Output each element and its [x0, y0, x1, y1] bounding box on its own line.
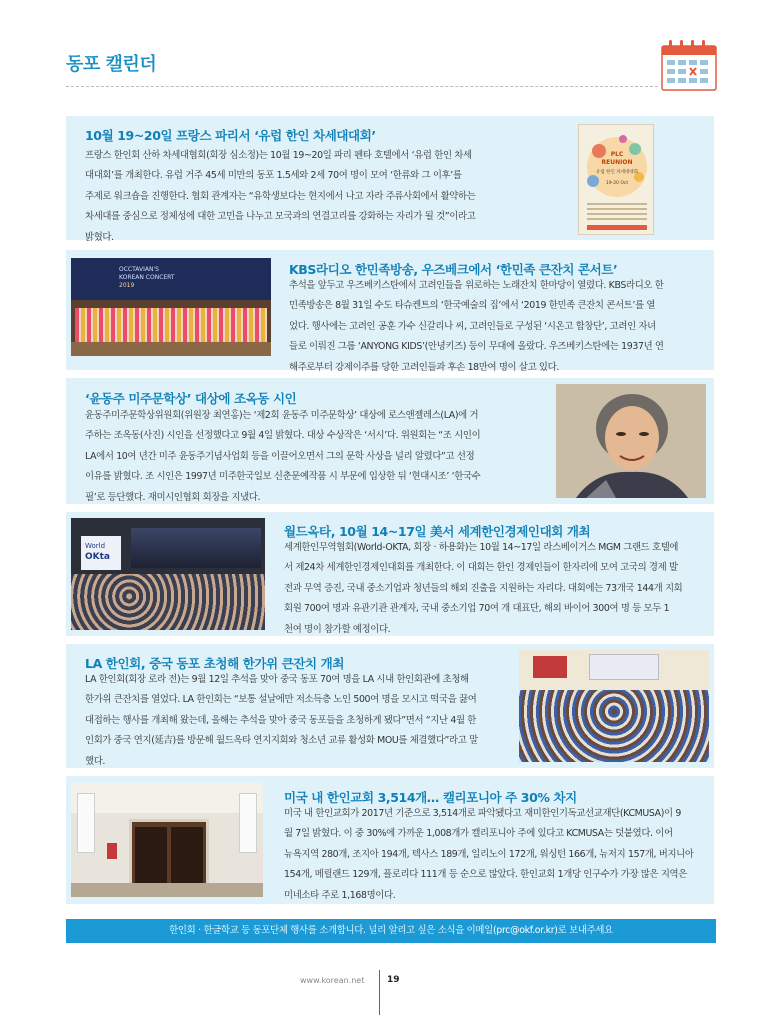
body-line: 필’로 등단했다. 재미시인협회 회장을 지냈다.: [85, 491, 261, 503]
article-body: [85, 406, 505, 508]
body-line: 민족방송은 8월 31일 수도 타슈켄트의 ‘한국예술의 집’에서 ‘2019 한민족 큰잔치 콘서트’를 열: [289, 300, 656, 312]
poster-line: PLC: [610, 151, 624, 158]
body-line: 주하는 조옥동(사진) 시인을 선정했다고 9월 4일 밝혔다. 대상 수상작은 ‘서시’다. 위원회는 “조 시인이: [85, 430, 481, 442]
article-title: LA 한인회, 중국 동포 초청해 한가위 큰잔치 개최: [85, 656, 345, 671]
body-line: 전과 무역 증진, 국내 중소기업과 청년들의 해외 진출을 지원하는 자리다. 대회에는 73개국 144개 지회: [284, 582, 683, 594]
screen-text: OKta: [85, 552, 111, 562]
site-url: www.korean.net: [300, 976, 365, 985]
church-entrance-photo: [71, 783, 263, 897]
body-line: 한가위 큰잔치를 열었다. LA 한인회는 “보통 설날에만 저소득층 노인 500여 명을 모시고 떡국을 끓여: [85, 694, 477, 706]
conference-hall-photo: [71, 518, 265, 630]
submission-notice-bar: 한인회 · 한글학교 등 동포단체 행사를 소개합니다. 널리 알리고 싶은 소식을 이메일(prc@okf.or.kr)로 보내주세요: [66, 919, 716, 943]
body-line: 천여 명이 참가할 예정이다.: [284, 623, 391, 635]
body-line: 서 제24차 세계한인경제인대회를 개최한다. 이 대회는 한인 경제인들이 한자리에 모여 고국의 경제 발: [284, 562, 678, 574]
body-line: 세계한인무역협회(World-OKTA, 회장 · 하용화)는 10월 14~17일 라스베이거스 MGM 그랜드 호텔에: [284, 542, 679, 553]
body-line: 미네소타 주로 1,168명이다.: [284, 889, 396, 901]
body-line: 주제로 워크숍을 진행한다. 협회 관계자는 “유학생보다는 현지에서 나고 자라 주류사회에서 활약하는: [85, 190, 476, 202]
body-line: 뉴욕지역 280개, 조지아 194개, 텍사스 189개, 일리노이 172개, 워싱턴 166개, 뉴저지 157개, 버지니아: [284, 848, 694, 860]
body-line: 했다.: [85, 755, 106, 767]
event-poster-image: [578, 124, 654, 235]
article-title: 10월 19~20일 프랑스 파리서 ‘유럽 한인 차세대대회’: [85, 128, 376, 143]
poster-line: 19-20 Oct: [605, 181, 629, 186]
article-body: [284, 804, 704, 906]
body-line: LA에서 10여 년간 미주 윤동주기념사업회 등을 이끌어오면서 그의 문학 사상을 널리 알렸다”고 선정: [85, 450, 475, 462]
body-line: 윤동주미주문학상위원회(위원장 최연홍)는 ‘제2회 윤동주 미주문학상’ 대상에 로스앤젤레스(LA)에 거: [85, 410, 479, 421]
body-line: 회원 700여 명과 유관기관 관계자, 국내 중소기업 70여 개 대표단, 해외 바이어 300여 명 등 모두 1: [284, 603, 670, 615]
body-line: 이유를 밝혔다. 조 시인은 1997년 미주한국일보 신춘문예작품 시 부문에 입상한 뒤 ‘현대시조’ ‘한국수: [85, 471, 481, 483]
body-line: 인회가 중국 연지(延吉)를 방문해 월드옥타 연지지회와 청소년 교류 활성화 MOU를 체결했다”라고 말: [85, 735, 478, 747]
body-line: 들로 이뤄진 그룹 ‘ANYONG KIDS’(안녕키즈) 등이 무대에 올랐다. 우즈베키스탄에는 1937년 연: [289, 341, 664, 353]
body-line: 미국 내 한인교회가 2017년 기준으로 3,514개로 파악됐다고 재미한인기독교선교재단(KCMUSA)이 9: [284, 808, 681, 819]
stage-banner-line: OCCTAVIAN'S: [119, 266, 159, 273]
concert-stage-photo: [71, 258, 271, 356]
calendar-icon: [660, 36, 718, 92]
page-divider: [379, 970, 380, 1015]
body-line: 밝혔다.: [85, 231, 114, 243]
article-body: [289, 276, 707, 378]
section-title: 동포 캘린더: [66, 54, 157, 75]
body-line: 차세대를 중심으로 정체성에 대한 고민을 나누고 모국과의 연결고리를 강화하는 자리가 될 것”이라고: [85, 211, 476, 223]
body-line: 대대회’를 개최한다. 유럽 거주 45세 미만의 동포 1.5세와 2세 70여 명이 모여 ‘한류와 그 이후’를: [85, 170, 462, 182]
stage-banner-line: KOREAN CONCERT: [119, 274, 175, 281]
article-body: [85, 146, 505, 248]
poster-line: 유럽 한인 차세대대회: [596, 170, 638, 175]
body-line: 월 7일 밝혔다. 이 중 30%에 가까운 1,008개가 캘리포니아 주에 있다고 KCMUSA는 덧붙였다. 이어: [284, 828, 673, 840]
body-line: 추석을 앞두고 우즈베키스탄에서 고려인들을 위로하는 노래잔치 한마당이 열렸다. KBS라디오 한: [289, 280, 664, 291]
article-title: 월드옥타, 10월 14~17일 美서 세계한인경제인대회 개최: [284, 524, 591, 539]
body-line: 대접하는 행사를 개최해 왔는데, 올해는 추석을 맞아 중국 동포들을 초청하게 됐다”면서 “지난 4월 한: [85, 714, 476, 726]
header-divider: [66, 86, 658, 87]
article-title: KBS라디오 한민족방송, 우즈베크에서 ‘한민족 큰잔치 콘서트’: [289, 262, 618, 277]
body-line: 154개, 메릴랜드 129개, 플로리다 111개 등 순으로 많았다. 한인교회 1개당 인구수가 가장 많은 지역은: [284, 869, 687, 881]
article-title: ‘윤동주 미주문학상’ 대상에 조옥동 시인: [85, 391, 297, 406]
article-title: 미국 내 한인교회 3,514개… 캘리포니아 주 30% 차지: [284, 790, 577, 805]
body-line: 프랑스 한인회 산하 차세대협회(회장 심소정)는 10월 19~20일 파리 펜타 호텔에서 ‘유럽 한인 차세: [85, 150, 472, 161]
body-line: LA 한인회(회장 로라 전)는 9월 12일 추석을 맞아 중국 동포 70여 명을 LA 시내 한인회관에 초청해: [85, 674, 469, 685]
stage-banner-line: 2019: [119, 282, 135, 289]
poster-line: REUNION: [601, 159, 633, 166]
body-line: 었다. 행사에는 고려인 공훈 가수 신갈리나 씨, 고려인들로 구성된 ‘시온고 합창단’, 고려인 자녀: [289, 320, 656, 332]
page-number: 19: [387, 975, 400, 985]
banquet-hall-photo: [519, 650, 709, 762]
screen-text: World: [85, 542, 106, 550]
body-line: 해주로부터 강제이주를 당한 고려인들과 후손 18만여 명이 살고 있다.: [289, 361, 559, 373]
poet-portrait-photo: [556, 384, 706, 498]
article-body: [85, 670, 503, 772]
article-body: [284, 538, 702, 640]
